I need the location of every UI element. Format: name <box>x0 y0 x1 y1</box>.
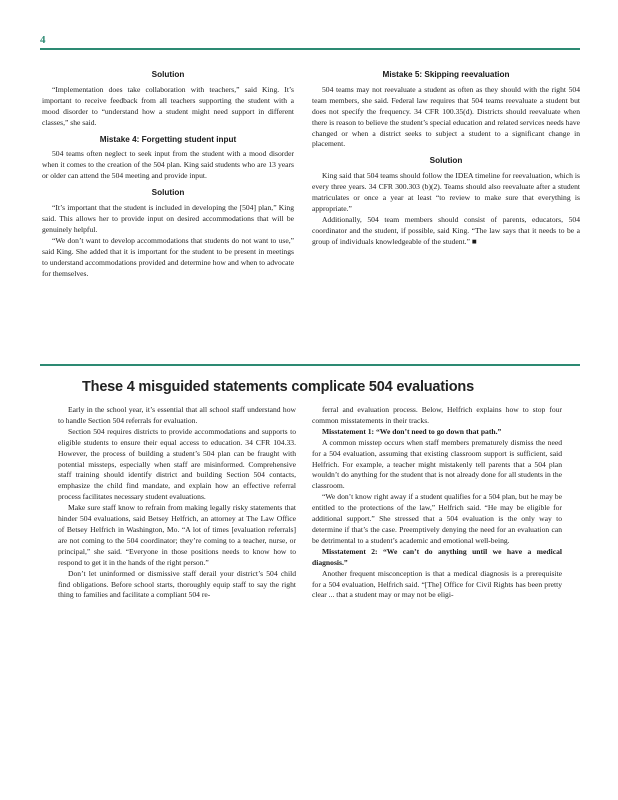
misstatement-heading: Misstatement 2: “We can’t do anything until we have a medical diagnosis.” <box>312 546 562 567</box>
paragraph-text: Additionally, 504 team members should consist of parents, educators, 504 coordinator and the student, if possible, said King. “The law says that it needs to be a group of individuals knowledgeable of the student.” <box>312 214 580 246</box>
body-paragraph: Make sure staff know to refrain from making legally risky statements that hinder 504 evaluations, said Betsey Helfrich, an attorney at The Law Office of Betsey Helfrich in Washington, Mo. “A lot of times [evaluation referrals] are not coming to the 504 coordinator; they’re coming to a teacher, nurse, or principal,” she said. “Everyone in those positions needs to know how to respond to get it in the hands of the right person.” <box>58 503 296 567</box>
right-column <box>312 70 580 248</box>
top-rule <box>40 48 580 50</box>
body-paragraph: A common misstep occurs when staff members prematurely dismiss the need for a 504 evaluation, assuming that existing classroom support is sufficient, said Helfrich. For example, a teacher might mistakenly tell parents that a 504 plan wouldn’t do anything for the student that is not already done for all students in the classroom. <box>312 437 562 491</box>
body-paragraph: Early in the school year, it’s essential that all school staff understand how to handle Section 504 referrals for evaluation. <box>58 405 296 425</box>
section-divider-rule <box>40 364 580 366</box>
section-heading: Mistake 4: Forgetting student input <box>99 134 237 144</box>
body-paragraph: King said that 504 teams should follow the IDEA timeline for reevaluation, which is every three years. 34 CFR 300.303 (b)(2). Teams should also reevaluate after a student matriculates or once a year at least “to review to make sure that everything is appropriate.” <box>312 171 580 213</box>
section-heading: Solution <box>151 188 185 198</box>
body-paragraph: Don’t let uninformed or dismissive staff derail your district’s 504 child find obligations. Before school starts, thoroughly equip staff to say the right thing to families and facilitate a compliant 504 re- <box>58 568 296 600</box>
misstatement-heading: Misstatement 1: “We don’t need to go down that path.” <box>322 426 502 436</box>
body-paragraph: “It’s important that the student is included in developing the [504] plan,” King said. This allows her to provide input on desired accommodations that will be genuinely helpful. <box>42 203 294 234</box>
lower-right-column <box>312 405 562 601</box>
body-paragraph: “We don’t want to develop accommodations that students do not want to use,” said King. She added that it is important for the student to be present in meetings to understand accommodations provided and determine how and when to advocate for themselves. <box>42 235 294 278</box>
body-paragraph <box>312 215 580 248</box>
body-paragraph: 504 teams may not reevaluate a student as often as they should with the right 504 team members, she said. Federal law requires that 504 teams reevaluate a student but does not specify the frequency. 34 CFR 100.35(d). Districts should reevaluate when there is reason to believe the student’s special education and related services needs have changed or when a district seeks to subject a student to a significant change in placement. <box>312 84 580 149</box>
lower-left-column <box>58 405 296 601</box>
body-paragraph: 504 teams often neglect to seek input from the student with a mood disorder when it comes to the creation of the 504 plan. King said students who are 13 years or older can attend the 504 meeting and provide input. <box>42 149 294 181</box>
section-heading: Mistake 5: Skipping reevaluation <box>382 70 510 79</box>
body-paragraph: Another frequent misconception is that a medical diagnosis is a prerequisite for a 504 evaluation, Helfrich said. “[The] Office for Civil Rights has been pretty clear ... that a student may or may not be eligi- <box>312 568 562 600</box>
body-paragraph: ferral and evaluation process. Below, Helfrich explains how to stop four common misstatements in their tracks. <box>312 405 562 425</box>
end-of-article-mark: ■ <box>471 236 477 246</box>
page-number: 4 <box>40 34 46 46</box>
left-column <box>42 70 294 279</box>
body-paragraph: “We don’t know right away if a student qualifies for a 504 plan, but he may be entitled to the protections of the law,” Helfrich said. “He may be eligible for additional support.” She stressed that a 504 evaluation is the only way to determine if that’s the case. Preemptively denying the need for an evaluation can be detrimental to a student’s academic and emotional well-being. <box>312 492 562 545</box>
article-headline: These 4 misguided statements complicate 504 evaluations <box>82 379 474 395</box>
section-heading: Solution <box>429 156 463 166</box>
section-heading: Solution <box>151 70 185 79</box>
body-paragraph: Section 504 requires districts to provide accommodations and supports to eligible students to ensure their equal access to education. 34 CFR 104.33. However, the process of building a student’s 504 plan can be fraught with potential missteps, especially when staff are misinformed. Comprehensive staff training should identify district and building Section 504 contacts, emphasize the child find mandate, and explain how an effective referral process facilitates necessary student evaluations. <box>58 426 296 502</box>
body-paragraph: “Implementation does take collaboration with teachers,” said King. It’s important to receive feedback from all teachers supporting the student with a mood disorder to “understand how a student might need support in different classes,” she said. <box>42 84 294 127</box>
